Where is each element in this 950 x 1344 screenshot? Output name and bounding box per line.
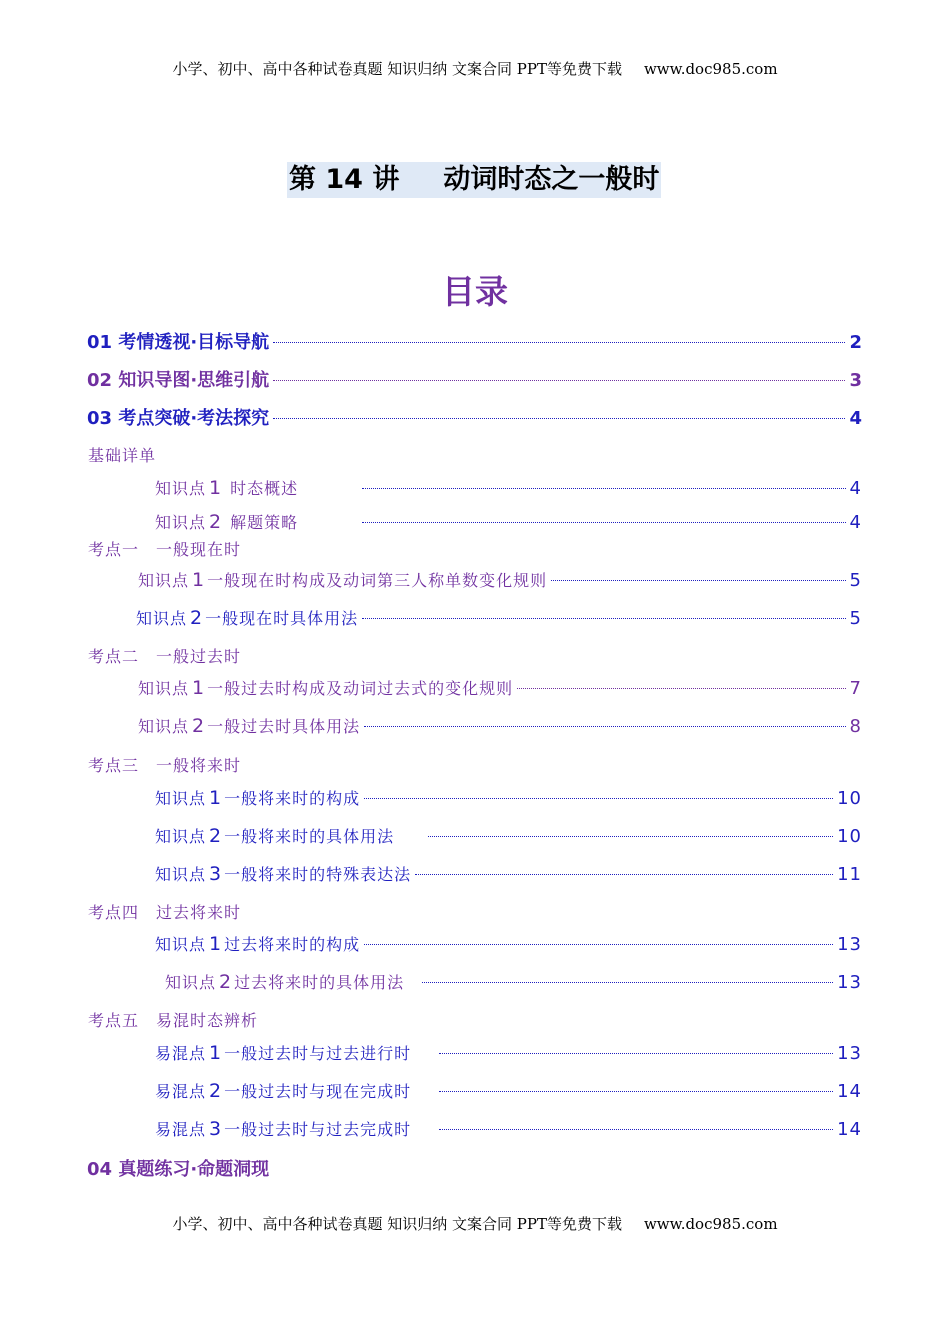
toc-item-p3-1[interactable]	[155, 786, 862, 809]
header-text: 小学、初中、高中各种试卷真题 知识归纳 文案合同 PPT等免费下载	[172, 60, 622, 78]
item-text: 一般过去时构成及动词过去式的变化规则	[207, 679, 514, 698]
toc-item-p5-3[interactable]	[155, 1117, 862, 1140]
item-text: 一般将来时的具体用法	[224, 827, 395, 846]
item-number: 3	[209, 1118, 222, 1140]
toc-page-number: 10	[837, 826, 862, 847]
toc-entry-label: 04 真题练习·命题洞现	[87, 1159, 270, 1180]
dot-leader	[273, 342, 845, 343]
lecture-number: 第 14 讲	[289, 164, 400, 195]
item-prefix: 易混点	[155, 1044, 207, 1063]
dot-leader	[439, 1091, 833, 1092]
dot-leader	[273, 380, 845, 381]
item-prefix: 知识点	[155, 935, 207, 954]
item-prefix: 知识点	[138, 717, 190, 736]
toc-page-number: 13	[837, 1043, 862, 1064]
item-prefix: 知识点	[155, 479, 207, 498]
item-prefix: 知识点	[155, 865, 207, 884]
toc-item-p2-1[interactable]	[138, 676, 862, 699]
item-number: 1	[209, 1042, 222, 1064]
toc-item-basic-2[interactable]	[155, 510, 862, 533]
toc-entry-04[interactable]	[87, 1155, 269, 1181]
toc-entry-01[interactable]	[87, 328, 862, 354]
toc-section-point-4[interactable]: 考点四 过去将来时	[88, 903, 242, 922]
dot-leader	[422, 982, 833, 983]
lecture-title	[287, 162, 661, 198]
item-number: 1	[192, 569, 205, 591]
toc-section-point-5[interactable]: 考点五 易混时态辨析	[88, 1011, 259, 1030]
toc-section-point-3[interactable]: 考点三 一般将来时	[88, 756, 242, 775]
item-number: 1	[209, 933, 222, 955]
item-prefix: 知识点	[155, 513, 207, 532]
toc-item-p4-2[interactable]	[165, 970, 862, 993]
toc-page-number: 14	[837, 1119, 862, 1140]
toc-item-p5-1[interactable]	[155, 1041, 862, 1064]
toc-item-p1-1[interactable]	[138, 568, 862, 591]
item-number: 1	[209, 787, 222, 809]
item-number: 1	[209, 477, 222, 499]
page-header	[0, 58, 950, 79]
footer-text: 小学、初中、高中各种试卷真题 知识归纳 文案合同 PPT等免费下载	[172, 1215, 622, 1233]
header-site: www.doc985.com	[643, 60, 778, 78]
item-number: 1	[192, 677, 205, 699]
toc-page-number: 13	[837, 934, 862, 955]
item-prefix: 易混点	[155, 1082, 207, 1101]
dot-leader	[362, 618, 845, 619]
item-prefix: 知识点	[136, 609, 188, 628]
item-number: 2	[192, 715, 205, 737]
item-text: 一般现在时具体用法	[205, 609, 359, 628]
item-prefix: 知识点	[138, 571, 190, 590]
dot-leader	[364, 944, 833, 945]
lecture-topic: 动词时态之一般时	[443, 164, 660, 195]
toc-section-point-1[interactable]: 考点一 一般现在时	[88, 540, 242, 559]
item-number: 2	[209, 1080, 222, 1102]
toc-page-number: 2	[849, 332, 862, 353]
dot-leader	[364, 726, 845, 727]
toc-entry-label: 01 考情透视·目标导航	[87, 332, 270, 353]
toc-section-basic[interactable]: 基础详单	[88, 446, 157, 465]
toc-page-number: 5	[849, 570, 862, 591]
toc-page-number: 10	[837, 788, 862, 809]
item-text: 一般过去时与过去完成时	[224, 1120, 412, 1139]
item-prefix: 知识点	[138, 679, 190, 698]
dot-leader	[362, 488, 845, 489]
dot-leader	[273, 418, 845, 419]
item-number: 2	[190, 607, 203, 629]
toc-item-p3-3[interactable]	[155, 862, 862, 885]
footer-site: www.doc985.com	[643, 1215, 778, 1233]
toc-item-p5-2[interactable]	[155, 1079, 862, 1102]
item-text: 一般将来时的构成	[224, 789, 361, 808]
toc-entry-label: 02 知识导图·思维引航	[87, 370, 270, 391]
toc-page-number: 7	[849, 678, 862, 699]
item-text: 一般过去时与现在完成时	[224, 1082, 412, 1101]
item-text: 一般将来时的特殊表达法	[224, 865, 412, 884]
toc-page-number: 5	[849, 608, 862, 629]
toc-page-number: 8	[849, 716, 862, 737]
toc-page-number: 14	[837, 1081, 862, 1102]
toc-item-p2-2[interactable]	[138, 714, 862, 737]
toc-entry-label: 03 考点突破·考法探究	[87, 408, 270, 429]
item-prefix: 知识点	[155, 827, 207, 846]
toc-page-number: 13	[837, 972, 862, 993]
dot-leader	[362, 522, 845, 523]
dot-leader	[364, 798, 833, 799]
dot-leader	[415, 874, 833, 875]
dot-leader	[439, 1053, 833, 1054]
item-prefix: 知识点	[155, 789, 207, 808]
item-text: 过去将来时的构成	[224, 935, 361, 954]
dot-leader	[439, 1129, 833, 1130]
item-text: 一般过去时与过去进行时	[224, 1044, 412, 1063]
toc-heading: 目录	[442, 272, 508, 311]
toc-entry-02[interactable]	[87, 366, 862, 392]
toc-item-basic-1[interactable]	[155, 476, 862, 499]
item-number: 3	[209, 863, 222, 885]
toc-page-number: 4	[849, 408, 862, 429]
dot-leader	[551, 580, 845, 581]
item-text: 一般过去时具体用法	[207, 717, 361, 736]
item-text: 过去将来时的具体用法	[234, 973, 405, 992]
toc-page-number: 4	[849, 478, 862, 499]
item-number: 2	[219, 971, 232, 993]
dot-leader	[428, 836, 833, 837]
toc-page-number: 11	[837, 864, 862, 885]
item-number: 2	[209, 511, 222, 533]
item-text: 时态概述	[230, 479, 299, 498]
item-number: 2	[209, 825, 222, 847]
page-footer	[0, 1213, 950, 1234]
toc-entry-03[interactable]	[87, 404, 862, 430]
dot-leader	[517, 688, 845, 689]
toc-section-point-2[interactable]: 考点二 一般过去时	[88, 647, 242, 666]
toc-item-p3-2[interactable]	[155, 824, 862, 847]
item-prefix: 知识点	[165, 973, 217, 992]
toc-item-p4-1[interactable]	[155, 932, 862, 955]
item-text: 解题策略	[230, 513, 299, 532]
toc-page-number: 4	[849, 512, 862, 533]
toc-item-p1-2[interactable]	[136, 606, 862, 629]
item-text: 一般现在时构成及动词第三人称单数变化规则	[207, 571, 548, 590]
toc-page-number: 3	[849, 370, 862, 391]
item-prefix: 易混点	[155, 1120, 207, 1139]
